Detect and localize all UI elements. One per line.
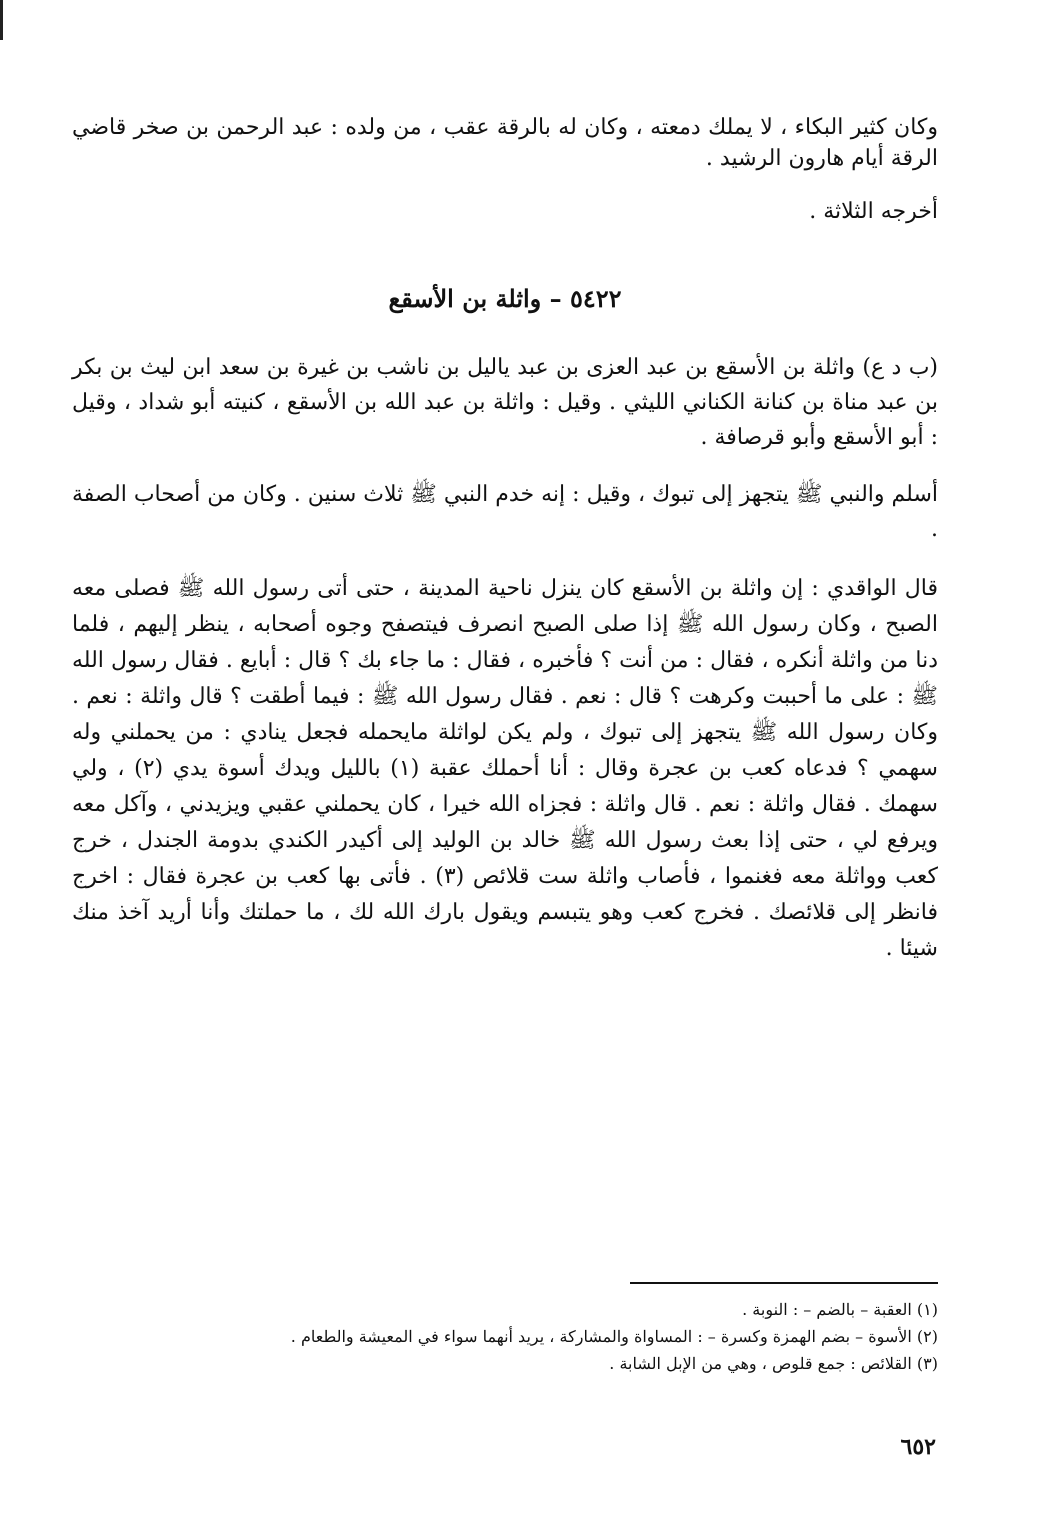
footnotes xyxy=(72,1296,938,1377)
paragraph-lineage: (ب د ع) واثلة بن الأسقع بن عبد العزى بن عبد ياليل بن ناشب بن غيرة بن سعد ابن ليث بن بكر بن عبد مناة بن كنانة الكناني الليثي . وقيل : واثلة بن عبد الله بن الأسقع ، كنيته أبو شداد ، وقيل : أبو الأسقع وأبو قرصافة . xyxy=(72,355,938,450)
top-text-block xyxy=(72,112,938,227)
footnote-1: (١) العقبة – بالضم – : النوبة . xyxy=(742,1300,938,1319)
scan-edge-mark xyxy=(0,0,3,40)
paragraph-narration: قال الواقدي : إن واثلة بن الأسقع كان ينزل ناحية المدينة ، حتى أتى رسول الله ﷺ فصلى معه الصبح ، وكان رسول الله ﷺ إذا صلى الصبح انصرف فيتصفح وجوه أصحابه ، ينظر إليهم ، فلما دنا من واثلة أنكره ، فقال : من أنت ؟ فأخبره ، فقال : ما جاء بك ؟ قال : أبايع . فقال رسول الله ﷺ : على ما أحببت وكرهت ؟ قال : نعم . فقال رسول الله ﷺ : فيما أطقت ؟ قال واثلة : نعم . وكان رسول الله ﷺ يتجهز إلى تبوك ، ولم يكن لواثلة مايحمله فجعل ينادي : من يحملني وله سهمي ؟ فدعاه كعب بن عجرة وقال : أنا أحملك عقبة (١) بالليل ويدك أسوة يدي (٢) ، ولي سهمك . فقال واثلة : نعم . قال واثلة : فجزاه الله خيرا ، كان يحملني عقبي ويزيدني ، وآكل معه ويرفع لي ، حتى إذا بعث رسول الله ﷺ خالد بن الوليد إلى أكيدر الكندي بدومة الجندل ، خرج كعب وواثلة معه فغنموا ، فأصاب واثلة ست قلائص (٣) . فأتى بها كعب بن عجرة فقال : اخرج فانظر إلى قلائصك . فخرج كعب وهو يتبسم ويقول بارك الله لك ، ما حملتك وأنا أريد آخذ منك شيئا . xyxy=(72,576,938,961)
entry-heading: ٥٤٢٢ – واثلة بن الأسقع xyxy=(388,284,622,313)
footnote-3: (٣) القلائص : جمع قلوص ، وهي من الإبل الشابة . xyxy=(609,1354,938,1373)
paragraph-conversion: أسلم والنبي ﷺ يتجهز إلى تبوك ، وقيل : إنه خدم النبي ﷺ ثلاث سنين . وكان من أصحاب الصفة . xyxy=(72,482,938,542)
paragraph-attribution: أخرجه الثلاثة . xyxy=(809,199,938,224)
main-text-block xyxy=(72,350,938,967)
paragraph-continuation: وكان كثير البكاء ، لا يملك دمعته ، وكان له بالرقة عقب ، من ولده : عبد الرحمن بن صخر قاضي الرقة أيام هارون الرشيد . xyxy=(72,115,938,171)
footnote-2: (٢) الأسوة – بضم الهمزة وكسرة – : المساواة والمشاركة ، يريد أنهما سواء في المعيشة والطعام . xyxy=(290,1327,938,1346)
page-number: ٦٥٢ xyxy=(900,1434,936,1460)
footnote-separator xyxy=(630,1282,938,1284)
